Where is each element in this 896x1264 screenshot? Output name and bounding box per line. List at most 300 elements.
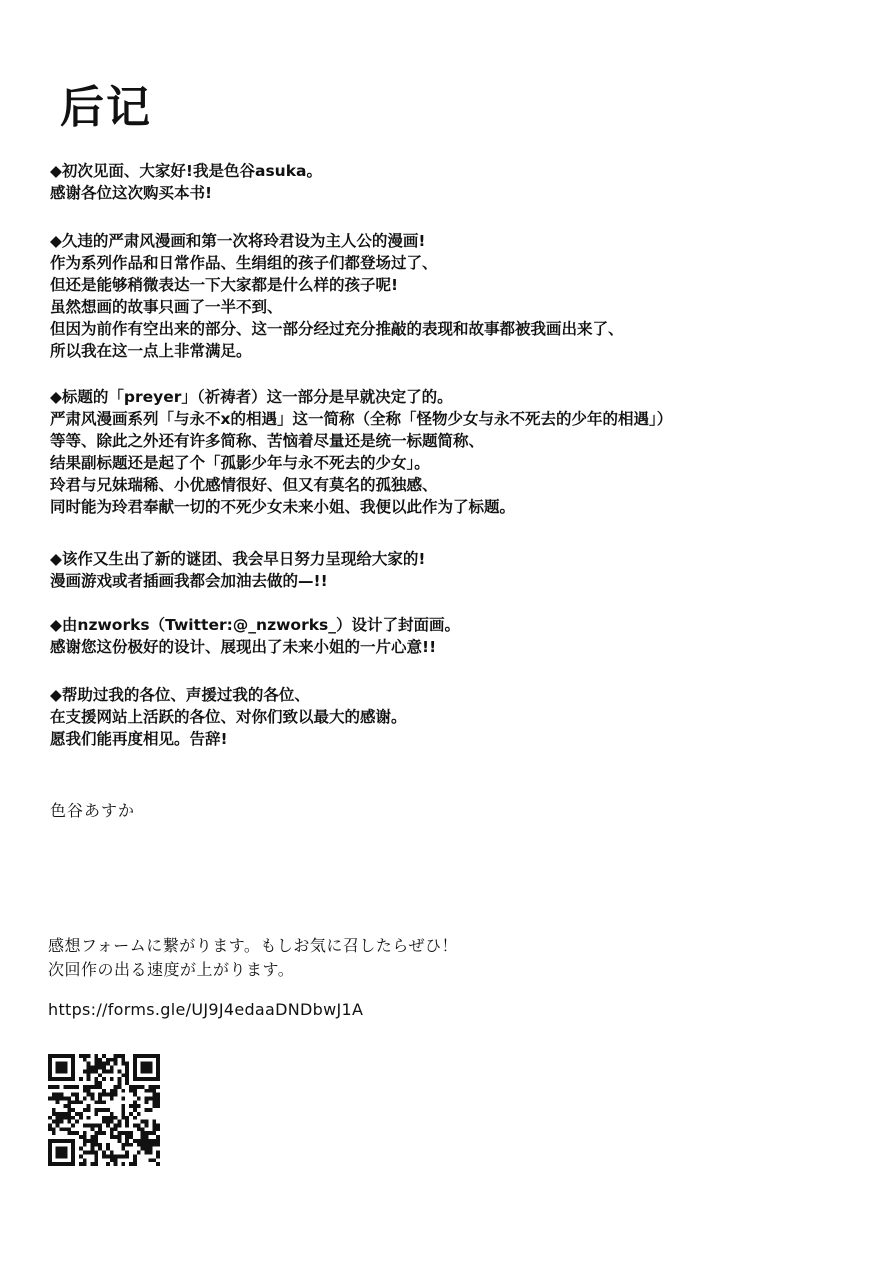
qr-module xyxy=(79,1112,83,1116)
qr-module xyxy=(156,1069,160,1073)
qr-module xyxy=(48,1085,52,1089)
qr-module xyxy=(52,1093,56,1097)
qr-module xyxy=(121,1147,125,1151)
qr-module xyxy=(102,1089,106,1093)
qr-module xyxy=(83,1058,87,1062)
qr-module xyxy=(114,1062,118,1066)
qr-module xyxy=(141,1143,145,1147)
qr-module xyxy=(137,1143,141,1147)
qr-module xyxy=(137,1096,141,1100)
qr-module xyxy=(148,1131,152,1135)
qr-module xyxy=(71,1058,75,1062)
qr-module xyxy=(133,1066,137,1070)
qr-module xyxy=(141,1147,145,1151)
text-line: ◆初次见面、大家好!我是色谷asuka。 xyxy=(50,162,322,180)
qr-module xyxy=(83,1096,87,1100)
qr-module xyxy=(125,1154,129,1158)
qr-module xyxy=(83,1124,87,1128)
qr-module xyxy=(71,1093,75,1097)
qr-module xyxy=(67,1116,71,1120)
qr-module xyxy=(133,1108,137,1112)
qr-module xyxy=(75,1085,79,1089)
qr-module xyxy=(63,1112,67,1116)
qr-module xyxy=(129,1085,133,1089)
text-line: ◆久违的严肃风漫画和第一次将玲君设为主人公的漫画! xyxy=(50,232,426,250)
qr-module xyxy=(60,1162,64,1166)
qr-module xyxy=(121,1089,125,1093)
paragraph-cover-credit xyxy=(50,614,870,658)
qr-module xyxy=(141,1077,145,1081)
qr-module xyxy=(121,1104,125,1108)
qr-module xyxy=(48,1124,52,1128)
qr-module xyxy=(87,1151,91,1155)
qr-module xyxy=(71,1158,75,1162)
qr-module xyxy=(148,1139,152,1143)
qr-module xyxy=(48,1066,52,1070)
qr-module xyxy=(110,1154,114,1158)
qr-module xyxy=(71,1116,75,1120)
qr-module xyxy=(133,1116,137,1120)
qr-module xyxy=(67,1127,71,1131)
qr-module xyxy=(110,1131,114,1135)
qr-module xyxy=(67,1104,71,1108)
qr-module xyxy=(98,1058,102,1062)
qr-module xyxy=(94,1108,98,1112)
qr-module xyxy=(94,1135,98,1139)
qr-module xyxy=(79,1100,83,1104)
qr-module xyxy=(118,1135,122,1139)
qr-module xyxy=(141,1066,145,1070)
qr-module xyxy=(71,1077,75,1081)
qr-module xyxy=(125,1081,129,1085)
qr-module xyxy=(102,1100,106,1104)
qr-module xyxy=(152,1124,156,1128)
qr-module xyxy=(106,1108,110,1112)
qr-module xyxy=(102,1077,106,1081)
qr-module xyxy=(83,1151,87,1155)
text-line: 同时能为玲君奉献一切的不死少女未来小姐、我便以此作为了标题。 xyxy=(50,498,516,516)
qr-module xyxy=(79,1077,83,1081)
qr-module xyxy=(133,1089,137,1093)
qr-module xyxy=(75,1131,79,1135)
qr-module xyxy=(156,1073,160,1077)
qr-module xyxy=(71,1085,75,1089)
qr-module xyxy=(94,1077,98,1081)
qr-module xyxy=(94,1069,98,1073)
qr-module xyxy=(90,1085,94,1089)
qr-module xyxy=(118,1054,122,1058)
paragraph-title-explanation xyxy=(50,386,870,518)
qr-module xyxy=(121,1112,125,1116)
paragraph-greeting xyxy=(50,160,870,204)
qr-module xyxy=(156,1085,160,1089)
qr-module xyxy=(121,1116,125,1120)
qr-module xyxy=(148,1077,152,1081)
qr-module xyxy=(48,1154,52,1158)
qr-module xyxy=(102,1066,106,1070)
qr-module xyxy=(145,1124,149,1128)
qr-module xyxy=(106,1154,110,1158)
qr-module xyxy=(133,1124,137,1128)
qr-module xyxy=(137,1139,141,1143)
qr-module xyxy=(102,1131,106,1135)
qr-module xyxy=(106,1069,110,1073)
qr-module xyxy=(48,1069,52,1073)
text-line: ◆标题的「preyer」（祈祷者）这一部分是早就决定了的。 xyxy=(50,388,453,406)
qr-module xyxy=(98,1085,102,1089)
qr-module xyxy=(83,1139,87,1143)
qr-module xyxy=(67,1100,71,1104)
qr-module xyxy=(90,1143,94,1147)
qr-module xyxy=(94,1054,98,1058)
qr-module xyxy=(152,1104,156,1108)
qr-module xyxy=(133,1104,137,1108)
text-line: 感想フォームに繋がります。もしお気に召したらぜひ！ xyxy=(48,936,458,955)
qr-module xyxy=(63,1077,67,1081)
qr-module xyxy=(152,1054,156,1058)
qr-module xyxy=(67,1096,71,1100)
qr-module xyxy=(145,1147,149,1151)
qr-module xyxy=(71,1131,75,1135)
qr-module xyxy=(63,1151,67,1155)
qr-module xyxy=(60,1112,64,1116)
qr-module xyxy=(152,1131,156,1135)
text-line: 在支援网站上活跃的各位、对你们致以最大的感谢。 xyxy=(50,708,407,726)
qr-module xyxy=(121,1096,125,1100)
text-line: ◆由nzworks（Twitter:@_nzworks_）设计了封面画。 xyxy=(50,616,461,634)
qr-module xyxy=(48,1139,52,1143)
qr-module xyxy=(114,1158,118,1162)
qr-module xyxy=(121,1143,125,1147)
qr-module xyxy=(98,1147,102,1151)
qr-module xyxy=(156,1062,160,1066)
qr-module xyxy=(56,1116,60,1120)
text-line: 但还是能够稍微表达一下大家都是什么样的孩子呢! xyxy=(50,276,399,294)
text-line: 但因为前作有空出来的部分、这一部分经过充分推敲的表现和故事都被我画出来了、 xyxy=(50,320,624,338)
qr-module xyxy=(63,1085,67,1089)
qr-module xyxy=(125,1143,129,1147)
qr-module xyxy=(145,1100,149,1104)
qr-module xyxy=(87,1073,91,1077)
qr-module xyxy=(71,1100,75,1104)
qr-module xyxy=(90,1162,94,1166)
qr-module xyxy=(79,1135,83,1139)
qr-module xyxy=(48,1077,52,1081)
qr-module xyxy=(114,1154,118,1158)
qr-module xyxy=(156,1104,160,1108)
qr-module xyxy=(71,1139,75,1143)
qr-module xyxy=(102,1116,106,1120)
qr-module xyxy=(141,1139,145,1143)
qr-module xyxy=(48,1073,52,1077)
qr-module xyxy=(137,1077,141,1081)
qr-module xyxy=(137,1127,141,1131)
qr-module xyxy=(90,1124,94,1128)
qr-module xyxy=(152,1158,156,1162)
qr-module xyxy=(52,1127,56,1131)
qr-module xyxy=(52,1077,56,1081)
qr-module xyxy=(48,1162,52,1166)
text-line: 作为系列作品和日常作品、生绢组的孩子们都登场过了、 xyxy=(50,254,438,272)
qr-module xyxy=(145,1054,149,1058)
qr-module xyxy=(48,1058,52,1062)
qr-module xyxy=(114,1124,118,1128)
paragraph-thanks xyxy=(50,684,870,750)
text-line: 玲君与兄妹瑞稀、小优感情很好、但又有莫名的孤独感、 xyxy=(50,476,438,494)
qr-module xyxy=(156,1077,160,1081)
qr-module xyxy=(106,1162,110,1166)
qr-module xyxy=(63,1066,67,1070)
qr-module xyxy=(63,1147,67,1151)
qr-module xyxy=(148,1096,152,1100)
qr-module xyxy=(129,1104,133,1108)
qr-module xyxy=(118,1085,122,1089)
qr-module xyxy=(125,1116,129,1120)
qr-module xyxy=(79,1154,83,1158)
qr-module xyxy=(110,1135,114,1139)
qr-module xyxy=(87,1108,91,1112)
qr-module xyxy=(87,1089,91,1093)
qr-module xyxy=(67,1054,71,1058)
qr-module xyxy=(63,1096,67,1100)
qr-module xyxy=(133,1154,137,1158)
qr-module xyxy=(137,1124,141,1128)
qr-module xyxy=(48,1096,52,1100)
qr-module xyxy=(63,1127,67,1131)
qr-module xyxy=(79,1147,83,1151)
qr-module xyxy=(71,1143,75,1147)
text-line: 感谢各位这次购买本书! xyxy=(50,184,213,202)
qr-module xyxy=(87,1066,91,1070)
qr-module xyxy=(141,1127,145,1131)
qr-module xyxy=(110,1077,114,1081)
qr-module xyxy=(125,1120,129,1124)
qr-module xyxy=(148,1143,152,1147)
qr-module xyxy=(133,1158,137,1162)
qr-module xyxy=(94,1151,98,1155)
qr-module xyxy=(87,1085,91,1089)
qr-module xyxy=(110,1120,114,1124)
qr-module xyxy=(121,1054,125,1058)
qr-module xyxy=(129,1089,133,1093)
qr-module xyxy=(56,1100,60,1104)
qr-module xyxy=(98,1062,102,1066)
qr-module xyxy=(137,1151,141,1155)
qr-module xyxy=(63,1139,67,1143)
qr-module xyxy=(121,1154,125,1158)
qr-module xyxy=(98,1096,102,1100)
qr-module xyxy=(145,1089,149,1093)
qr-module xyxy=(94,1131,98,1135)
qr-module xyxy=(125,1066,129,1070)
qr-module xyxy=(156,1093,160,1097)
qr-module xyxy=(125,1069,129,1073)
qr-module xyxy=(133,1058,137,1062)
qr-module xyxy=(133,1054,137,1058)
qr-module xyxy=(71,1073,75,1077)
qr-module xyxy=(121,1131,125,1135)
qr-module xyxy=(83,1162,87,1166)
qr-module xyxy=(133,1085,137,1089)
qr-module xyxy=(118,1154,122,1158)
qr-module xyxy=(118,1120,122,1124)
qr-module xyxy=(114,1162,118,1166)
qr-module xyxy=(121,1073,125,1077)
qr-module xyxy=(87,1054,91,1058)
qr-module xyxy=(121,1058,125,1062)
qr-module xyxy=(52,1131,56,1135)
qr-module xyxy=(56,1162,60,1166)
qr-module xyxy=(118,1081,122,1085)
qr-module xyxy=(102,1151,106,1155)
qr-module xyxy=(141,1062,145,1066)
qr-module xyxy=(75,1096,79,1100)
text-line: 等等、除此之外还有许多简称、苦恼着尽量还是统一标题简称、 xyxy=(50,432,485,450)
qr-module xyxy=(145,1135,149,1139)
qr-module xyxy=(94,1124,98,1128)
qr-module xyxy=(83,1135,87,1139)
qr-module xyxy=(87,1093,91,1097)
qr-module xyxy=(106,1147,110,1151)
qr-module xyxy=(48,1151,52,1155)
qr-module xyxy=(152,1077,156,1081)
qr-module xyxy=(145,1108,149,1112)
qr-module xyxy=(56,1062,60,1066)
qr-module xyxy=(125,1077,129,1081)
qr-module xyxy=(148,1089,152,1093)
qr-module xyxy=(156,1135,160,1139)
qr-module xyxy=(63,1054,67,1058)
qr-module xyxy=(110,1096,114,1100)
qr-module xyxy=(102,1154,106,1158)
qr-module xyxy=(156,1096,160,1100)
qr-module xyxy=(56,1085,60,1089)
qr-module xyxy=(114,1127,118,1131)
qr-module xyxy=(56,1112,60,1116)
qr-module xyxy=(152,1143,156,1147)
qr-module xyxy=(67,1120,71,1124)
qr-module xyxy=(98,1066,102,1070)
qr-module xyxy=(102,1093,106,1097)
qr-module xyxy=(83,1131,87,1135)
qr-module xyxy=(87,1116,91,1120)
qr-module xyxy=(141,1069,145,1073)
qr-module xyxy=(145,1120,149,1124)
text-line: ◆帮助过我的各位、声援过我的各位、 xyxy=(50,686,310,704)
qr-module xyxy=(48,1143,52,1147)
qr-module xyxy=(60,1151,64,1155)
qr-module xyxy=(141,1131,145,1135)
qr-module xyxy=(106,1058,110,1062)
qr-module xyxy=(63,1069,67,1073)
qr-module xyxy=(52,1096,56,1100)
qr-module xyxy=(56,1054,60,1058)
qr-module xyxy=(129,1131,133,1135)
qr-module xyxy=(94,1139,98,1143)
qr-module xyxy=(118,1139,122,1143)
paragraph-story xyxy=(50,230,870,362)
qr-module xyxy=(106,1124,110,1128)
qr-module xyxy=(98,1143,102,1147)
qr-module xyxy=(133,1100,137,1104)
qr-module xyxy=(156,1124,160,1128)
qr-module xyxy=(60,1127,64,1131)
feedback-form-link[interactable]: https://forms.gle/UJ9J4edaaDNDbwJ1A xyxy=(48,1000,364,1019)
qr-module xyxy=(102,1062,106,1066)
qr-module xyxy=(156,1151,160,1155)
qr-module xyxy=(63,1162,67,1166)
qr-module xyxy=(67,1162,71,1166)
qr-code-icon[interactable] xyxy=(48,1054,160,1166)
qr-module xyxy=(90,1151,94,1155)
qr-module xyxy=(145,1062,149,1066)
qr-module xyxy=(67,1077,71,1081)
qr-module xyxy=(71,1147,75,1151)
qr-module xyxy=(102,1108,106,1112)
qr-module xyxy=(94,1143,98,1147)
qr-module xyxy=(152,1100,156,1104)
qr-module xyxy=(118,1077,122,1081)
qr-module xyxy=(156,1162,160,1166)
qr-module xyxy=(83,1054,87,1058)
qr-module xyxy=(94,1085,98,1089)
qr-module xyxy=(125,1062,129,1066)
qr-module xyxy=(56,1124,60,1128)
qr-module xyxy=(110,1112,114,1116)
qr-module xyxy=(71,1154,75,1158)
qr-module xyxy=(94,1158,98,1162)
qr-module xyxy=(63,1062,67,1066)
qr-module xyxy=(63,1154,67,1158)
qr-module xyxy=(145,1096,149,1100)
qr-module xyxy=(121,1108,125,1112)
qr-module xyxy=(94,1154,98,1158)
qr-module xyxy=(79,1054,83,1058)
qr-module xyxy=(133,1077,137,1081)
qr-module xyxy=(60,1062,64,1066)
qr-module xyxy=(48,1127,52,1131)
qr-module xyxy=(71,1162,75,1166)
qr-module xyxy=(148,1158,152,1162)
text-line: 愿我们能再度相见。告辞! xyxy=(50,730,228,748)
page-title: 后记 xyxy=(60,82,152,133)
qr-module xyxy=(114,1116,118,1120)
qr-module xyxy=(148,1151,152,1155)
qr-module xyxy=(125,1073,129,1077)
qr-module xyxy=(75,1112,79,1116)
qr-module xyxy=(98,1093,102,1097)
qr-module xyxy=(152,1096,156,1100)
qr-module xyxy=(118,1124,122,1128)
qr-module xyxy=(148,1085,152,1089)
qr-module xyxy=(71,1062,75,1066)
qr-module xyxy=(67,1108,71,1112)
qr-module xyxy=(148,1062,152,1066)
qr-module xyxy=(137,1054,141,1058)
qr-module xyxy=(110,1151,114,1155)
qr-module xyxy=(152,1089,156,1093)
qr-module xyxy=(114,1085,118,1089)
qr-module xyxy=(83,1143,87,1147)
qr-module xyxy=(90,1069,94,1073)
qr-module xyxy=(56,1096,60,1100)
qr-module xyxy=(56,1154,60,1158)
qr-module xyxy=(71,1069,75,1073)
qr-module xyxy=(60,1120,64,1124)
qr-module xyxy=(156,1139,160,1143)
text-line: 所以我在这一点上非常满足。 xyxy=(50,342,252,360)
qr-module xyxy=(71,1108,75,1112)
